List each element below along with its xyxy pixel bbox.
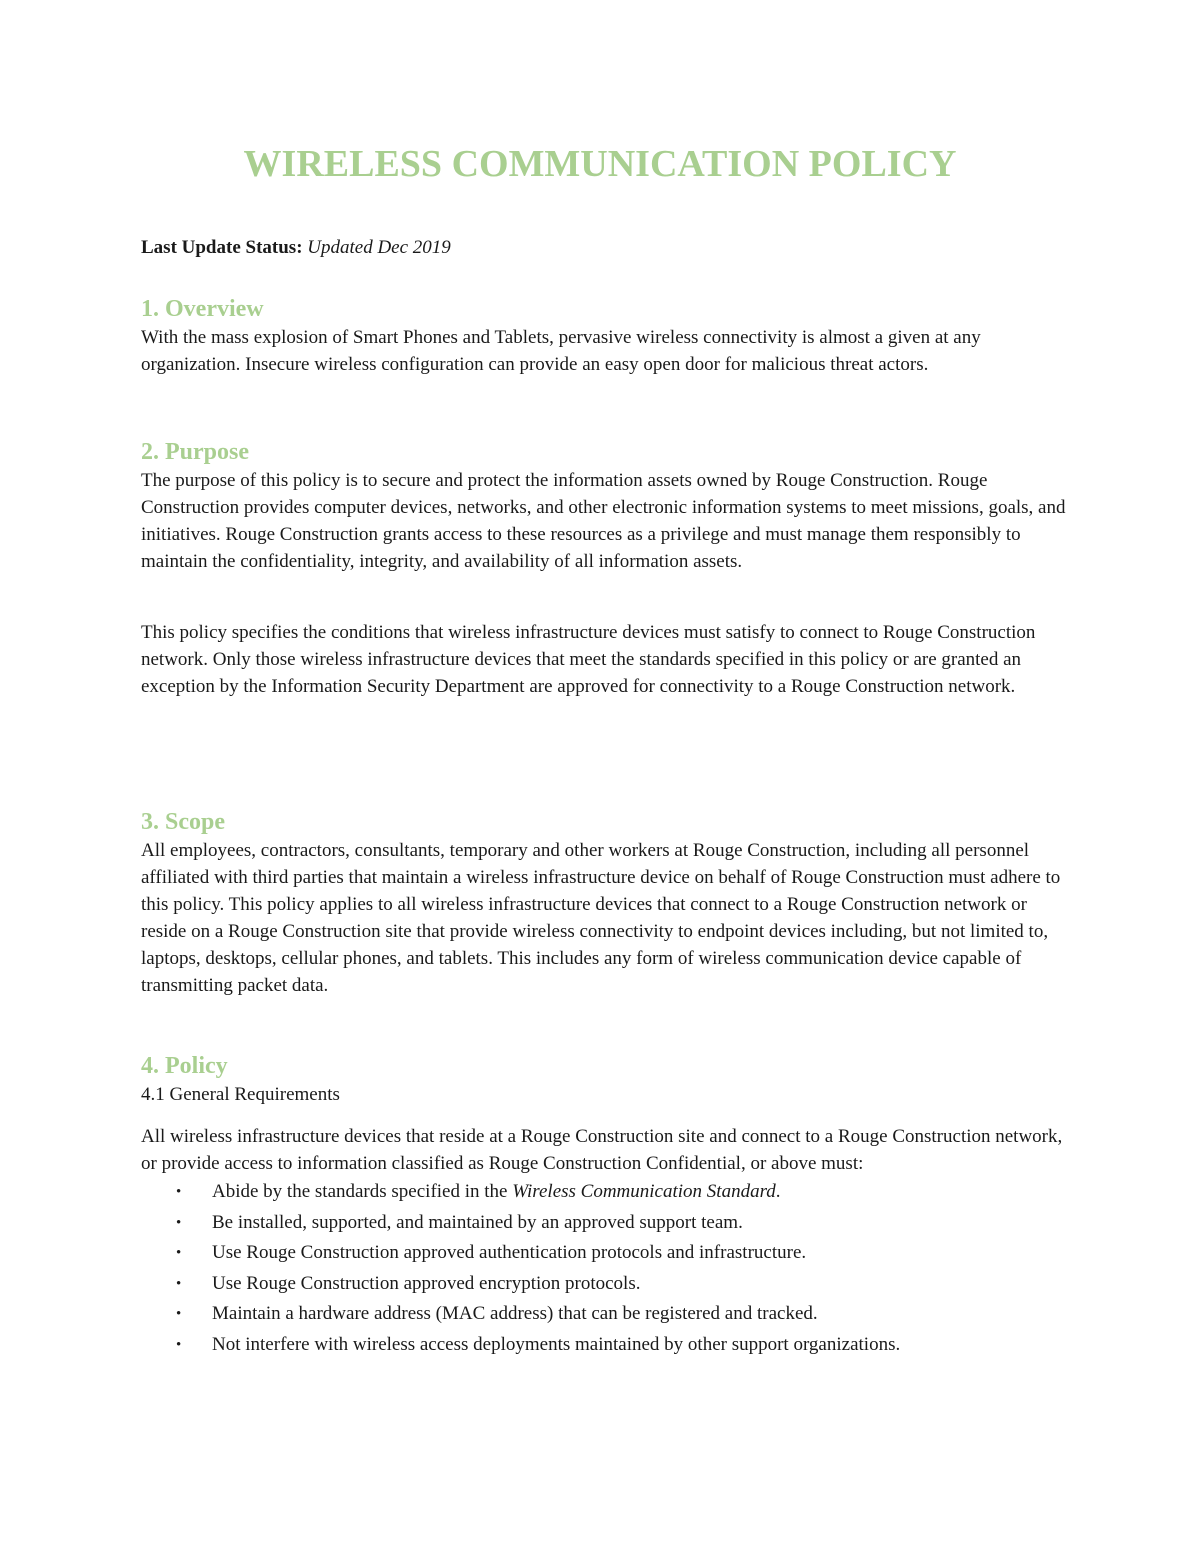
overview-body: With the mass explosion of Smart Phones and Tablets, pervasive wireless connectivity is almost a given at any organization. Insecure wireless configuration can provide an easy open door for malicious threat actors. [141, 327, 981, 375]
bullet-icon: • [176, 1184, 182, 1200]
paragraph-gap [141, 1108, 1071, 1123]
requirement-text: Use Rouge Construction approved authentication protocols and infrastructure. [212, 1242, 807, 1263]
overview-heading: 1. Overview [141, 296, 264, 322]
policy-intro: All wireless infrastructure devices that reside at a Rouge Construction site and connect to a Rouge Construction network, or provide access to information classified as Rouge Construction Confidential, or above must: [141, 1126, 1063, 1174]
document-title: WIRELESS COMMUNICATION POLICY [243, 143, 957, 185]
requirement-text: Use Rouge Construction approved encryption protocols. [212, 1272, 641, 1294]
policy-subheading: 4.1 General Requirements [141, 1084, 340, 1105]
list-item [141, 1299, 1071, 1330]
list-item [141, 1208, 1071, 1239]
status-label: Last Update Status: [141, 237, 303, 258]
requirement-text: Maintain a hardware address (MAC address) that can be registered and tracked. [212, 1303, 818, 1324]
section-overview [141, 294, 1071, 378]
bullet-icon: • [176, 1245, 182, 1261]
bullet-icon: • [176, 1306, 182, 1322]
bullet-icon: • [176, 1214, 182, 1231]
section-policy [141, 1051, 1071, 1360]
requirement-text-prefix: Abide by the standards specified in the [212, 1181, 513, 1202]
requirement-text: Not interfere with wireless access deployments maintained by other support organizations. [212, 1333, 901, 1355]
scope-body: All employees, contractors, consultants, temporary and other workers at Rouge Construction, including all personnel affiliated with third parties that maintain a wireless infrastructure device on behalf of Rouge Construction must adhere to this policy. This policy applies to all wireless infrastructure devices that connect to a Rouge Construction network or reside on a Rouge Construction site that provide wireless connectivity to endpoint devices including, but not limited to, laptops, desktops, cellular phones, and tablets. This includes any form of wireless communication device capable of transmitting packet data. [141, 840, 1061, 996]
list-item [141, 1269, 1071, 1300]
list-item [141, 1238, 1071, 1269]
purpose-heading: 2. Purpose [141, 439, 249, 465]
bullet-icon: • [176, 1275, 182, 1292]
paragraph-gap [141, 575, 1071, 619]
scope-heading: 3. Scope [141, 809, 225, 835]
section-scope [141, 807, 1071, 999]
standard-reference: Wireless Communication Standard [512, 1181, 776, 1202]
requirement-text: Be installed, supported, and maintained by an approved support team. [212, 1211, 743, 1233]
purpose-body-2: This policy specifies the conditions that wireless infrastructure devices must satisfy to connect to Rouge Construction network. Only those wireless infrastructure devices that meet the standards specified in this policy or are granted an exception by the Information Security Department are approved for connectivity to a Rouge Construction network. [141, 622, 1036, 697]
requirements-list [141, 1177, 1071, 1360]
requirement-text-suffix: . [775, 1181, 781, 1202]
bullet-icon: • [176, 1336, 182, 1353]
list-item [141, 1177, 1071, 1208]
list-item [141, 1330, 1071, 1361]
section-purpose [141, 437, 1071, 700]
last-update-status [141, 234, 451, 261]
purpose-body-1: The purpose of this policy is to secure and protect the information assets owned by Rouge Construction. Rouge Construction provides computer devices, networks, and other electronic information systems to meet missions, goals, and initiatives. Rouge Construction grants access to these resources as a privilege and must manage them responsibly to maintain the confidentiality, integrity, and availability of all information assets. [141, 470, 1066, 572]
status-value: Updated Dec 2019 [307, 237, 451, 258]
policy-heading: 4. Policy [141, 1053, 228, 1079]
